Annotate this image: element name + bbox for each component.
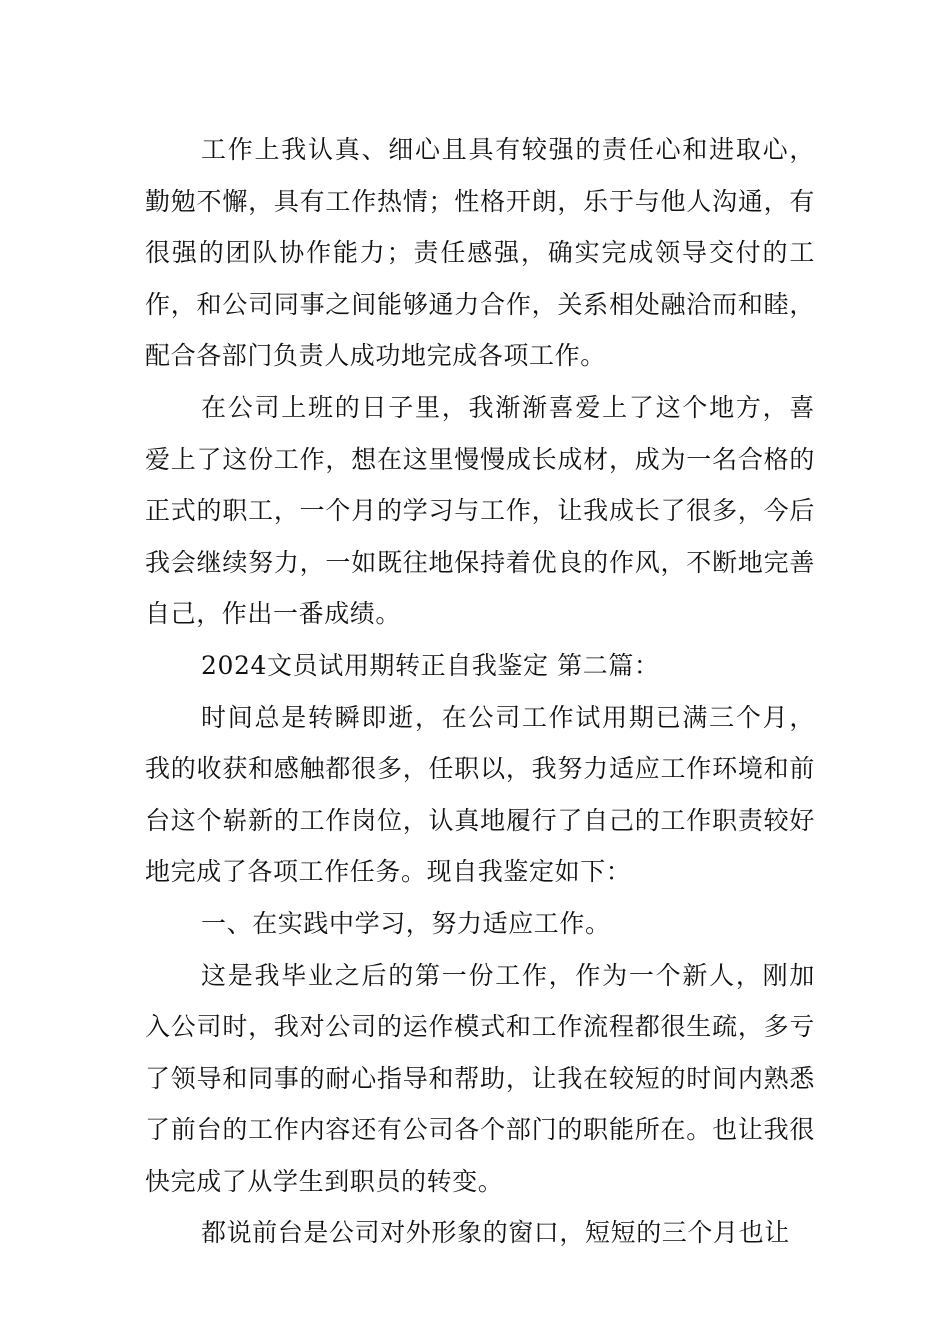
paragraph-work-attitude: 工作上我认真、细心且具有较强的责任心和进取心，勤勉不懈，具有工作热情；性格开朗，乐于与他人沟通，有很强的团队协作能力；责任感强，确实完成领导交付的工作，和公司同事之间能够通力合作，关系相处融洽而和睦，配合各部门负责人成功地完成各项工作。	[145, 135, 815, 371]
paragraph-probation-summary: 时间总是转瞬即逝，在公司工作试用期已满三个月，我的收获和感触都很多，任职以，我努力适应工作环境和前台这个崭新的工作岗位，认真地履行了自己的工作职责较好地完成了各项工作任务。现自我鉴定如下：	[145, 702, 815, 887]
subheading-learning-in-practice: 一、在实践中学习，努力适应工作。	[201, 908, 611, 938]
paragraph-front-desk: 都说前台是公司对外形象的窗口，短短的三个月也让	[201, 1218, 790, 1248]
paragraph-growth: 在公司上班的日子里，我渐渐喜爱上了这个地方，喜爱上了这份工作，想在这里慢慢成长成材，成为一名合格的正式的职工，一个月的学习与工作，让我成长了很多，今后我会继续努力，一如既往地保持着优良的作风，不断地完善自己，作出一番成绩。	[145, 392, 815, 629]
section-heading-second-article: 2024文员试用期转正自我鉴定 第二篇：	[201, 650, 660, 680]
paragraph-first-job: 这是我毕业之后的第一份工作，作为一个新人，刚加入公司时，我对公司的运作模式和工作流程都很生疏，多亏了领导和同事的耐心指导和帮助，让我在较短的时间内熟悉了前台的工作内容还有公司各个部门的职能所在。也让我很快完成了从学生到职员的转变。	[145, 960, 815, 1196]
document-body	[145, 124, 815, 1259]
